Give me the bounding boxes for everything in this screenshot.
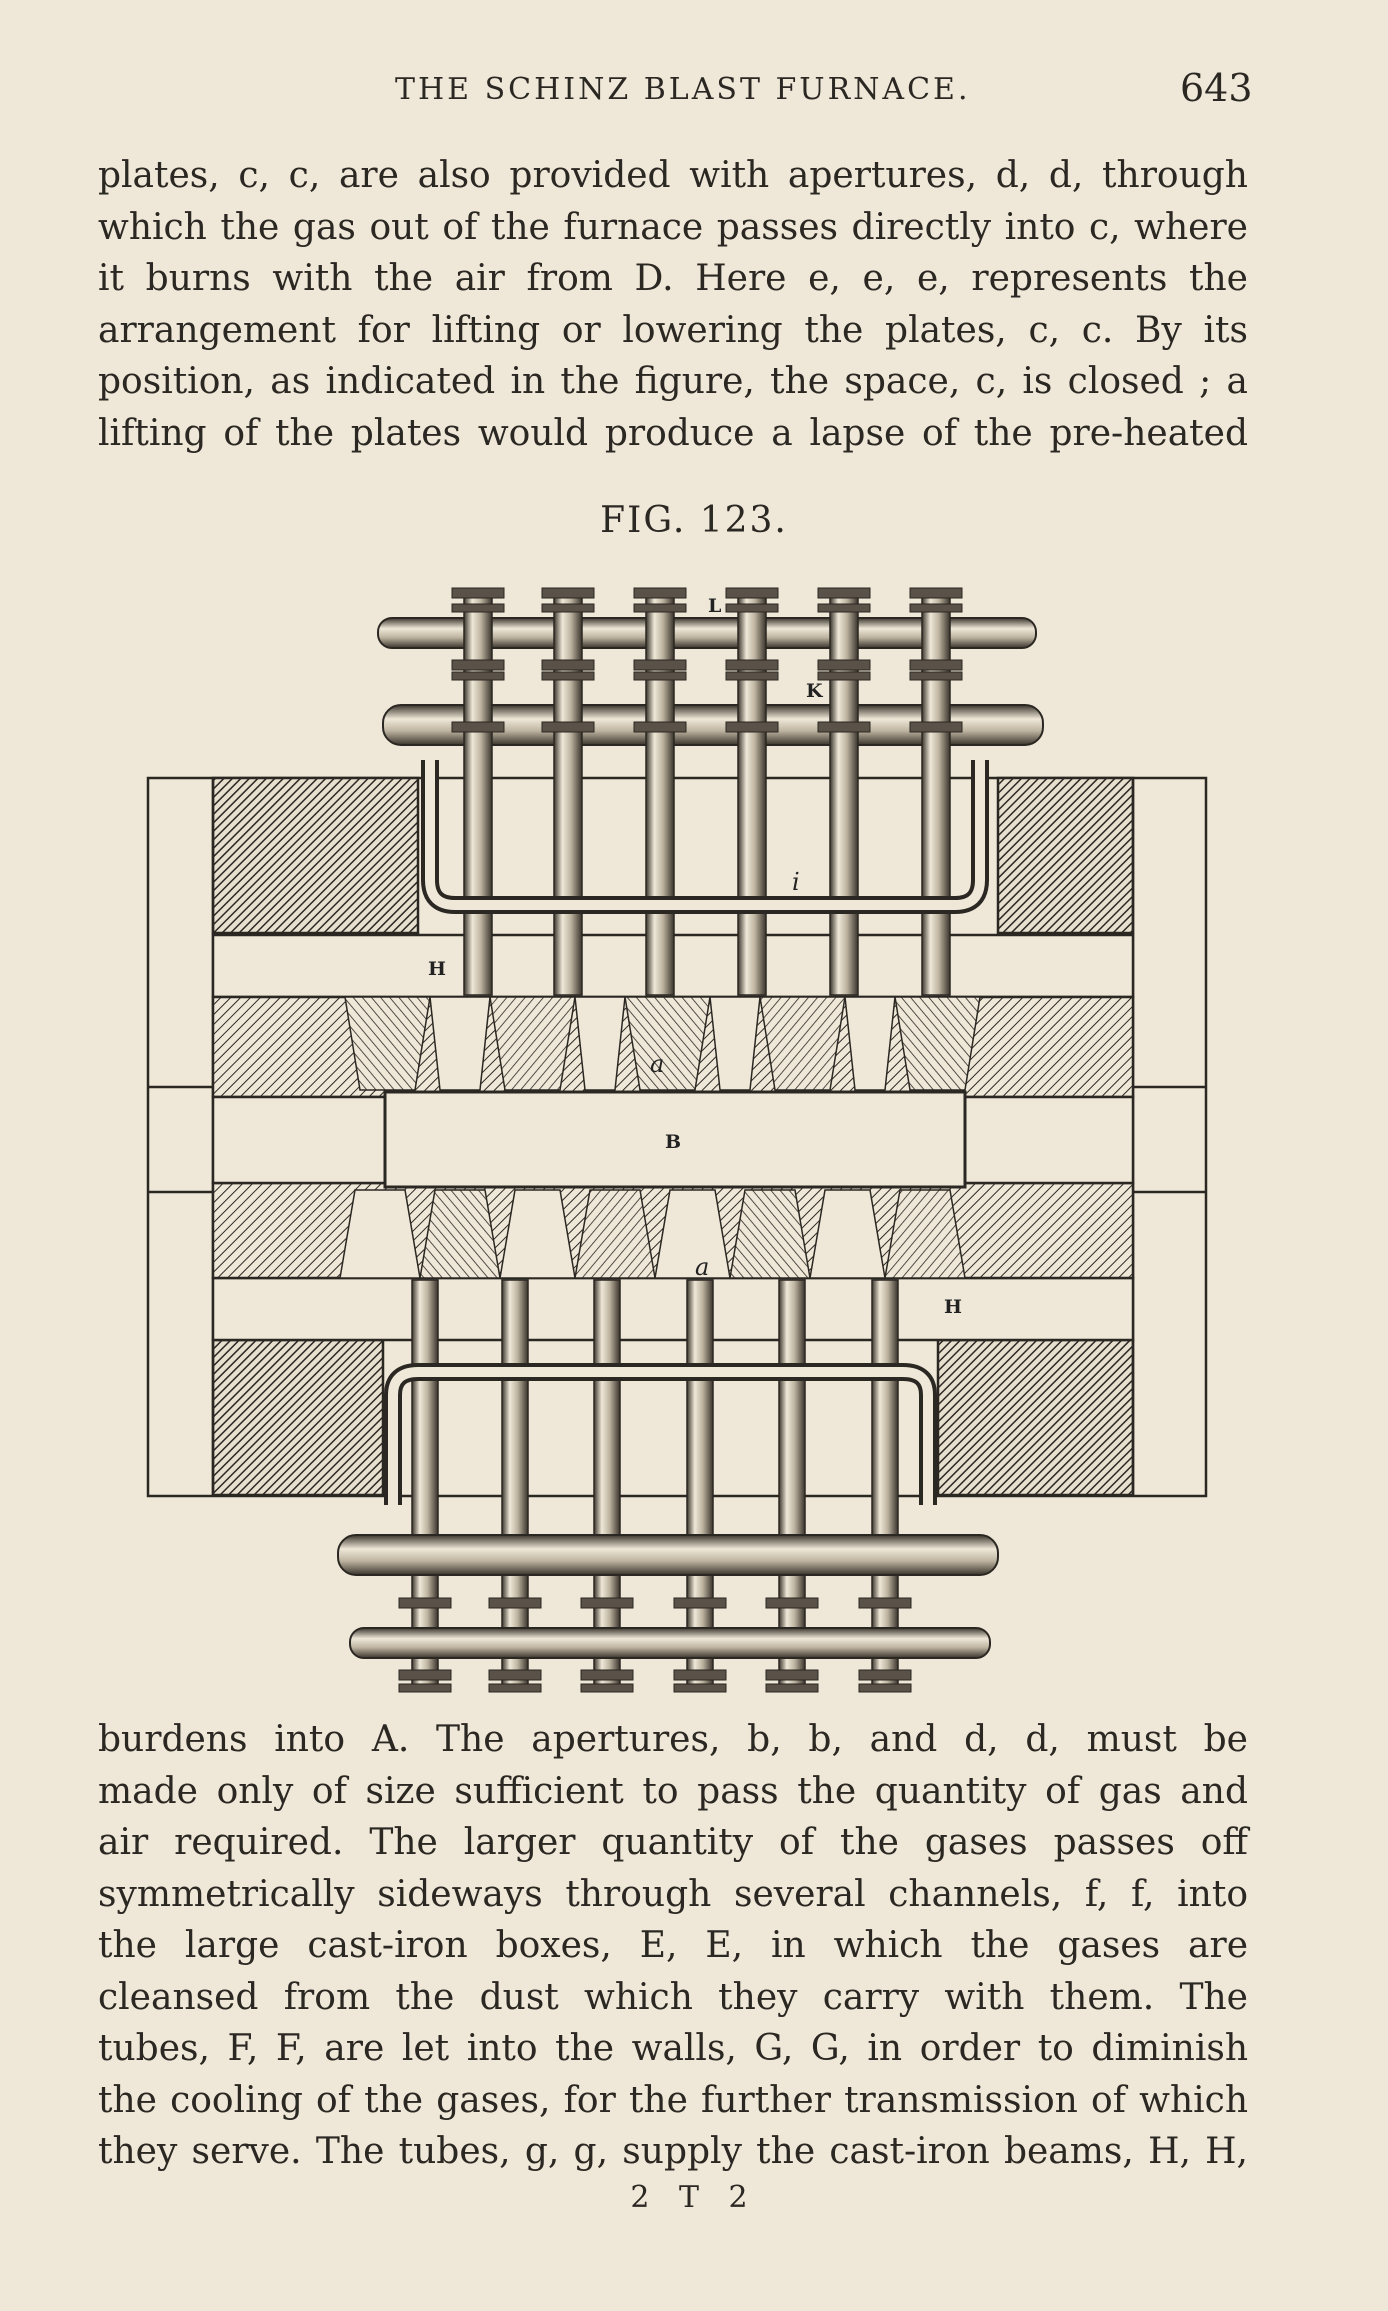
pipe-flange [726,660,778,670]
text-line: lifting of the plates would produce a lapse of the pre-heated [98,412,1248,454]
label-K: K [806,680,823,702]
pipe-flange [674,1598,726,1608]
text-line: position, as indicated in the figure, the space, c, is closed ; a [98,361,1248,402]
pipe-flange [489,1670,541,1680]
label-a-lower: a [695,1253,710,1281]
pipe-flange [542,588,594,598]
pipe-flange [452,672,504,680]
pipe-flange [452,604,504,612]
pipe-flange [859,1684,911,1692]
figure-caption: FIG. 123. [600,500,788,541]
text-line: air required. The larger quantity of the gases passes off [98,1822,1248,1863]
pipe-flange [634,722,686,732]
text-line: burdens into A. The apertures, b, b, and d, d, must be [98,1719,1248,1760]
pipe-flange [910,588,962,598]
label-H-upper: H [428,958,446,980]
label-H-lower: H [944,1296,962,1318]
upper-pipe [554,590,582,995]
pipe-flange [399,1598,451,1608]
pipe-flange [452,722,504,732]
pipe-flange [634,672,686,680]
pipe-flange [726,722,778,732]
pipe-flange [581,1598,633,1608]
pipe-flange [634,604,686,612]
pipe-flange [542,604,594,612]
text-line: it burns with the air from D. Here e, e, e, represents the [98,258,1248,299]
pipe-flange [766,1598,818,1608]
pipe-flange [452,588,504,598]
label-a-upper: a [650,1050,665,1078]
text-line: cleansed from the dust which they carry with them. The [98,1976,1248,2018]
pipe-flange [859,1670,911,1680]
pipe-flange [818,588,870,598]
text-line: made only of size sufficient to pass the quantity of gas and [98,1770,1248,1812]
pipe-flange [674,1684,726,1692]
upper-pipe [646,590,674,995]
running-head: THE SCHINZ BLAST FURNACE. [395,72,971,107]
text-line: arrangement for lifting or lowering the plates, c, c. By its [98,309,1248,351]
text-line: tubes, F, F, are let into the walls, G, G, in order to diminish [98,2028,1248,2069]
upper-pipe [738,590,766,995]
upper-pipe [922,590,950,995]
text-line: the large cast-iron boxes, E, E, in which the gases are [98,1925,1248,1966]
signature-mark: 2 T 2 [630,2180,758,2215]
pipe-flange [910,672,962,680]
pipe-flange [818,660,870,670]
text-line: the cooling of the gases, for the further transmission of which [98,2079,1248,2121]
pipe-flange [818,604,870,612]
pipe-flange [674,1670,726,1680]
pipe-flange [542,672,594,680]
upper-pipe [830,590,858,995]
paragraph-bottom [98,1714,1248,2178]
pipe-flange [726,588,778,598]
label-B: B [665,1131,682,1153]
label-L: L [708,595,722,617]
text-line: symmetrically sideways through several channels, f, f, into [98,1873,1248,1915]
pipe-flange [766,1670,818,1680]
pipe-flange [910,660,962,670]
pipe-flange [489,1684,541,1692]
upper-pipe [464,590,492,995]
text-line: plates, c, c, are also provided with apertures, d, d, through [98,155,1248,196]
pipe-flange [399,1670,451,1680]
text-line: which the gas out of the furnace passes directly into c, where [98,206,1248,248]
pipe-flange [634,660,686,670]
pipe-flange [859,1598,911,1608]
pipe-flange [399,1684,451,1692]
pipe-flange [910,604,962,612]
pipe-flange [910,722,962,732]
label-i: i [792,868,800,896]
pipe-flange [818,672,870,680]
pipe-flange [818,722,870,732]
pipe-flange [452,660,504,670]
pipe-flange [542,660,594,670]
pipe-flange [726,672,778,680]
pipe-flange [634,588,686,598]
pipe-flange [766,1684,818,1692]
pipe-flange [581,1684,633,1692]
page-number: 643 [1180,66,1253,110]
pipe-flange [489,1598,541,1608]
pipe-flange [581,1670,633,1680]
pipe-flange [542,722,594,732]
text-line: they serve. The tubes, g, g, supply the cast-iron beams, H, H, [98,2131,1248,2172]
pipe-flange [726,604,778,612]
